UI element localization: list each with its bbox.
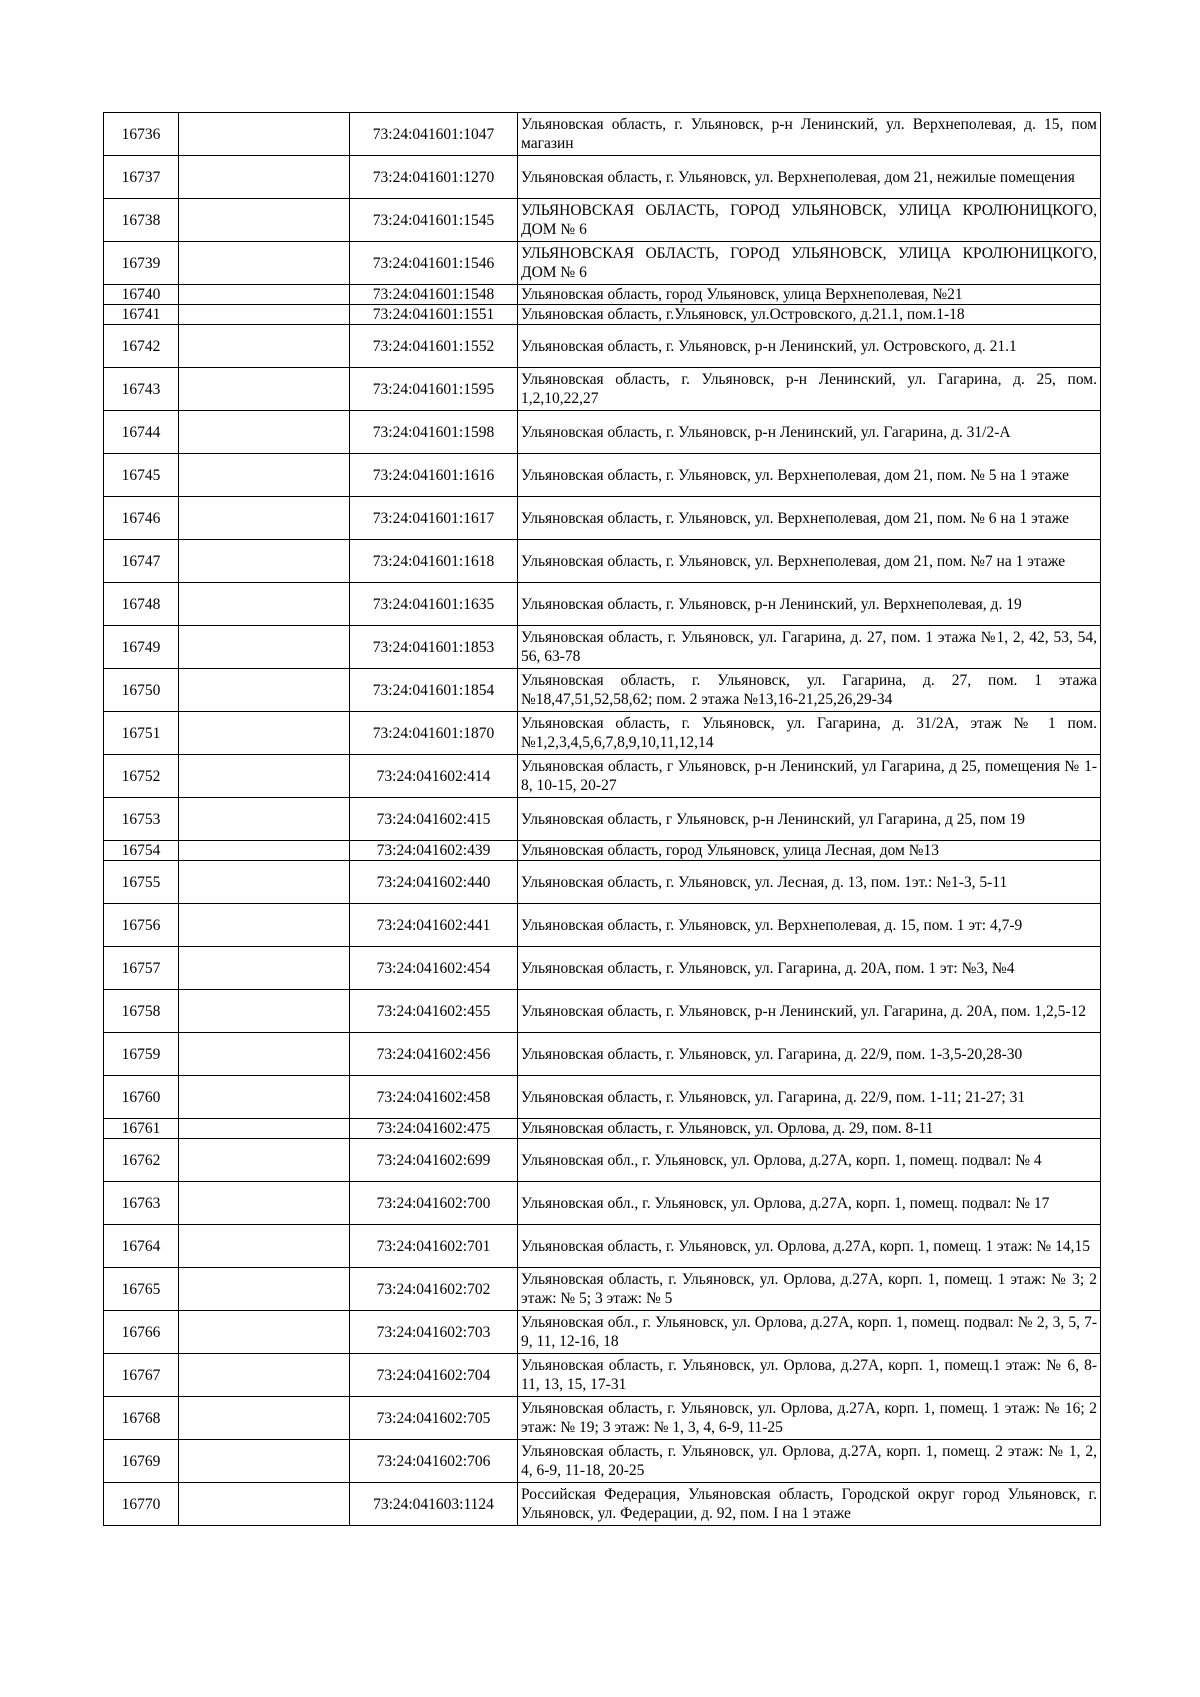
address: УЛЬЯНОВСКАЯ ОБЛАСТЬ, ГОРОД УЛЬЯНОВСК, УЛИЦА КРОЛЮНИЦКОГО, ДОМ № 6: [518, 242, 1101, 285]
row-number: 16750: [104, 669, 179, 712]
table-row: [104, 1139, 1101, 1182]
row-number: 16747: [104, 540, 179, 583]
address: Ульяновская область, г. Ульяновск, р-н Ленинский, ул. Гагарина, д. 25, пом. 1,2,10,22,27: [518, 368, 1101, 411]
cadastral-number: 73:24:041602:414: [350, 755, 518, 798]
row-number: 16738: [104, 199, 179, 242]
empty-cell: [179, 755, 350, 798]
address: Российская Федерация, Ульяновская область, Городской округ город Ульяновск, г. Ульяновск, ул. Федерации, д. 92, пом. I на 1 этаже: [518, 1483, 1101, 1526]
empty-cell: [179, 712, 350, 755]
address: Ульяновская область, г. Ульяновск, ул. Орлова, д.27А, корп. 1, помещ. 1 этаж: № 3; 2 этаж: № 5; 3 этаж: № 5: [518, 1268, 1101, 1311]
row-number: 16743: [104, 368, 179, 411]
table-row: [104, 626, 1101, 669]
table-row: [104, 1182, 1101, 1225]
cadastral-number: 73:24:041601:1853: [350, 626, 518, 669]
row-number: 16754: [104, 841, 179, 861]
cadastral-number: 73:24:041601:1546: [350, 242, 518, 285]
empty-cell: [179, 1311, 350, 1354]
cadastral-number: 73:24:041602:441: [350, 904, 518, 947]
table-row: [104, 411, 1101, 454]
empty-cell: [179, 861, 350, 904]
table-row: [104, 1311, 1101, 1354]
address: Ульяновская область, г. Ульяновск, ул. Гагарина, д. 22/9, пом. 1-3,5-20,28-30: [518, 1033, 1101, 1076]
row-number: 16749: [104, 626, 179, 669]
table-row: [104, 1268, 1101, 1311]
row-number: 16764: [104, 1225, 179, 1268]
row-number: 16755: [104, 861, 179, 904]
row-number: 16751: [104, 712, 179, 755]
empty-cell: [179, 947, 350, 990]
cadastral-number: 73:24:041602:706: [350, 1440, 518, 1483]
empty-cell: [179, 1076, 350, 1119]
row-number: 16758: [104, 990, 179, 1033]
address: Ульяновская область, г. Ульяновск, ул. Орлова, д.27А, корп. 1, помещ.1 этаж: № 6, 8-11, 13, 15, 17-31: [518, 1354, 1101, 1397]
table-row: [104, 285, 1101, 305]
row-number: 16761: [104, 1119, 179, 1139]
row-number: 16768: [104, 1397, 179, 1440]
table-row: [104, 1397, 1101, 1440]
row-number: 16739: [104, 242, 179, 285]
cadastral-number: 73:24:041602:701: [350, 1225, 518, 1268]
row-number: 16748: [104, 583, 179, 626]
address: Ульяновская обл., г. Ульяновск, ул. Орлова, д.27А, корп. 1, помещ. подвал: № 2, 3, 5, 7-9, 11, 12-16, 18: [518, 1311, 1101, 1354]
table-row: [104, 669, 1101, 712]
empty-cell: [179, 199, 350, 242]
table-row: [104, 861, 1101, 904]
cadastral-number: 73:24:041603:1124: [350, 1483, 518, 1526]
row-number: 16765: [104, 1268, 179, 1311]
cadastral-number: 73:24:041602:415: [350, 798, 518, 841]
empty-cell: [179, 305, 350, 325]
cadastral-number: 73:24:041601:1635: [350, 583, 518, 626]
cadastral-number: 73:24:041602:440: [350, 861, 518, 904]
empty-cell: [179, 242, 350, 285]
row-number: 16742: [104, 325, 179, 368]
row-number: 16759: [104, 1033, 179, 1076]
empty-cell: [179, 285, 350, 305]
address: Ульяновская область, г. Ульяновск, р-н Ленинский, ул. Гагарина, д. 31/2-А: [518, 411, 1101, 454]
row-number: 16736: [104, 113, 179, 156]
row-number: 16766: [104, 1311, 179, 1354]
cadastral-number: 73:24:041601:1870: [350, 712, 518, 755]
row-number: 16769: [104, 1440, 179, 1483]
address: Ульяновская обл., г. Ульяновск, ул. Орлова, д.27А, корп. 1, помещ. подвал: № 17: [518, 1182, 1101, 1225]
cadastral-number: 73:24:041601:1598: [350, 411, 518, 454]
address: Ульяновская область, г. Ульяновск, ул. Верхнеполевая, дом 21, пом. № 6 на 1 этаже: [518, 497, 1101, 540]
cadastral-number: 73:24:041602:704: [350, 1354, 518, 1397]
address: Ульяновская область, г Ульяновск, р-н Ленинский, ул Гагарина, д 25, помещения № 1-8, 10-15, 20-27: [518, 755, 1101, 798]
cadastral-number: 73:24:041602:705: [350, 1397, 518, 1440]
table-row: [104, 841, 1101, 861]
row-number: 16740: [104, 285, 179, 305]
property-registry-table: [103, 112, 1101, 1526]
empty-cell: [179, 1354, 350, 1397]
row-number: 16752: [104, 755, 179, 798]
address: Ульяновская область, г. Ульяновск, ул. Лесная, д. 13, пом. 1эт.: №1-3, 5-11: [518, 861, 1101, 904]
row-number: 16763: [104, 1182, 179, 1225]
row-number: 16762: [104, 1139, 179, 1182]
empty-cell: [179, 540, 350, 583]
empty-cell: [179, 1119, 350, 1139]
table-row: [104, 1225, 1101, 1268]
table-row: [104, 583, 1101, 626]
empty-cell: [179, 1397, 350, 1440]
table-row: [104, 305, 1101, 325]
cadastral-number: 73:24:041602:458: [350, 1076, 518, 1119]
address: Ульяновская область, г. Ульяновск, ул. Гагарина, д. 31/2А, этаж № 1 пом. №1,2,3,4,5,6,7,8,9,10,11,12,14: [518, 712, 1101, 755]
cadastral-number: 73:24:041602:475: [350, 1119, 518, 1139]
cadastral-number: 73:24:041602:454: [350, 947, 518, 990]
table-row: [104, 1076, 1101, 1119]
address: Ульяновская область, г. Ульяновск, ул. Орлова, д.27А, корп. 1, помещ. 2 этаж: № 1, 2, 4, 6-9, 11-18, 20-25: [518, 1440, 1101, 1483]
table-row: [104, 990, 1101, 1033]
cadastral-number: 73:24:041601:1595: [350, 368, 518, 411]
address: Ульяновская область, г. Ульяновск, ул. Гагарина, д. 22/9, пом. 1-11; 21-27; 31: [518, 1076, 1101, 1119]
table-row: [104, 454, 1101, 497]
empty-cell: [179, 1483, 350, 1526]
cadastral-number: 73:24:041602:703: [350, 1311, 518, 1354]
address: Ульяновская область, город Ульяновск, улица Лесная, дом №13: [518, 841, 1101, 861]
table-row: [104, 947, 1101, 990]
row-number: 16744: [104, 411, 179, 454]
row-number: 16756: [104, 904, 179, 947]
address: Ульяновская область, г. Ульяновск, ул. Верхнеполевая, дом 21, пом. №7 на 1 этаже: [518, 540, 1101, 583]
table-row: [104, 540, 1101, 583]
cadastral-number: 73:24:041601:1616: [350, 454, 518, 497]
empty-cell: [179, 798, 350, 841]
address: Ульяновская область, г. Ульяновск, ул. Орлова, д.27А, корп. 1, помещ. 1 этаж: № 14,15: [518, 1225, 1101, 1268]
empty-cell: [179, 626, 350, 669]
empty-cell: [179, 368, 350, 411]
empty-cell: [179, 497, 350, 540]
table-row: [104, 1033, 1101, 1076]
address: Ульяновская область, г. Ульяновск, р-н Ленинский, ул. Гагарина, д. 20А, пом. 1,2,5-12: [518, 990, 1101, 1033]
row-number: 16753: [104, 798, 179, 841]
table-row: [104, 1483, 1101, 1526]
cadastral-number: 73:24:041602:455: [350, 990, 518, 1033]
table-row: [104, 904, 1101, 947]
empty-cell: [179, 583, 350, 626]
address: Ульяновская область, г. Ульяновск, ул. Гагарина, д. 27, пом. 1 этажа №18,47,51,52,58,62; пом. 2 этажа №13,16-21,25,26,29-34: [518, 669, 1101, 712]
empty-cell: [179, 990, 350, 1033]
cadastral-number: 73:24:041601:1548: [350, 285, 518, 305]
row-number: 16746: [104, 497, 179, 540]
table-row: [104, 497, 1101, 540]
table-row: [104, 1119, 1101, 1139]
cadastral-number: 73:24:041601:1047: [350, 113, 518, 156]
row-number: 16745: [104, 454, 179, 497]
cadastral-number: 73:24:041601:1270: [350, 156, 518, 199]
table-row: [104, 798, 1101, 841]
empty-cell: [179, 1033, 350, 1076]
address: Ульяновская область, г.Ульяновск, ул.Островского, д.21.1, пом.1-18: [518, 305, 1101, 325]
empty-cell: [179, 454, 350, 497]
cadastral-number: 73:24:041601:1552: [350, 325, 518, 368]
empty-cell: [179, 669, 350, 712]
address: Ульяновская область, г. Ульяновск, р-н Ленинский, ул. Верхнеполевая, д. 15, пом магазин: [518, 113, 1101, 156]
table-row: [104, 113, 1101, 156]
empty-cell: [179, 156, 350, 199]
registry-body: [104, 113, 1101, 1526]
row-number: 16757: [104, 947, 179, 990]
cadastral-number: 73:24:041601:1854: [350, 669, 518, 712]
cadastral-number: 73:24:041602:699: [350, 1139, 518, 1182]
empty-cell: [179, 904, 350, 947]
empty-cell: [179, 1440, 350, 1483]
cadastral-number: 73:24:041602:700: [350, 1182, 518, 1225]
address: Ульяновская область, г. Ульяновск, ул. Верхнеполевая, дом 21, нежилые помещения: [518, 156, 1101, 199]
table-row: [104, 156, 1101, 199]
cadastral-number: 73:24:041601:1545: [350, 199, 518, 242]
empty-cell: [179, 411, 350, 454]
empty-cell: [179, 1225, 350, 1268]
cadastral-number: 73:24:041602:456: [350, 1033, 518, 1076]
row-number: 16767: [104, 1354, 179, 1397]
row-number: 16770: [104, 1483, 179, 1526]
empty-cell: [179, 1268, 350, 1311]
address: Ульяновская область, г. Ульяновск, ул. Верхнеполевая, дом 21, пом. № 5 на 1 этаже: [518, 454, 1101, 497]
table-row: [104, 755, 1101, 798]
table-row: [104, 1440, 1101, 1483]
table-row: [104, 242, 1101, 285]
address: УЛЬЯНОВСКАЯ ОБЛАСТЬ, ГОРОД УЛЬЯНОВСК, УЛИЦА КРОЛЮНИЦКОГО, ДОМ № 6: [518, 199, 1101, 242]
empty-cell: [179, 841, 350, 861]
table-row: [104, 712, 1101, 755]
address: Ульяновская область, г Ульяновск, р-н Ленинский, ул Гагарина, д 25, пом 19: [518, 798, 1101, 841]
empty-cell: [179, 325, 350, 368]
address: Ульяновская область, г. Ульяновск, р-н Ленинский, ул. Верхнеполевая, д. 19: [518, 583, 1101, 626]
table-row: [104, 1354, 1101, 1397]
address: Ульяновская область, г. Ульяновск, ул. Орлова, д.27А, корп. 1, помещ. 1 этаж: № 16; 2 этаж: № 19; 3 этаж: № 1, 3, 4, 6-9, 11-25: [518, 1397, 1101, 1440]
address: Ульяновская область, г. Ульяновск, ул. Гагарина, д. 20А, пом. 1 эт: №3, №4: [518, 947, 1101, 990]
table-row: [104, 368, 1101, 411]
row-number: 16760: [104, 1076, 179, 1119]
empty-cell: [179, 1182, 350, 1225]
cadastral-number: 73:24:041601:1617: [350, 497, 518, 540]
cadastral-number: 73:24:041602:439: [350, 841, 518, 861]
table-row: [104, 325, 1101, 368]
row-number: 16737: [104, 156, 179, 199]
address: Ульяновская обл., г. Ульяновск, ул. Орлова, д.27А, корп. 1, помещ. подвал: № 4: [518, 1139, 1101, 1182]
table-row: [104, 199, 1101, 242]
cadastral-number: 73:24:041601:1618: [350, 540, 518, 583]
cadastral-number: 73:24:041601:1551: [350, 305, 518, 325]
cadastral-number: 73:24:041602:702: [350, 1268, 518, 1311]
address: Ульяновская область, г. Ульяновск, ул. Верхнеполевая, д. 15, пом. 1 эт: 4,7-9: [518, 904, 1101, 947]
address: Ульяновская область, г. Ульяновск, р-н Ленинский, ул. Островского, д. 21.1: [518, 325, 1101, 368]
address: Ульяновская область, город Ульяновск, улица Верхнеполевая, №21: [518, 285, 1101, 305]
address: Ульяновская область, г. Ульяновск, ул. Орлова, д. 29, пом. 8-11: [518, 1119, 1101, 1139]
empty-cell: [179, 1139, 350, 1182]
empty-cell: [179, 113, 350, 156]
row-number: 16741: [104, 305, 179, 325]
address: Ульяновская область, г. Ульяновск, ул. Гагарина, д. 27, пом. 1 этажа №1, 2, 42, 53, 54, 56, 63-78: [518, 626, 1101, 669]
